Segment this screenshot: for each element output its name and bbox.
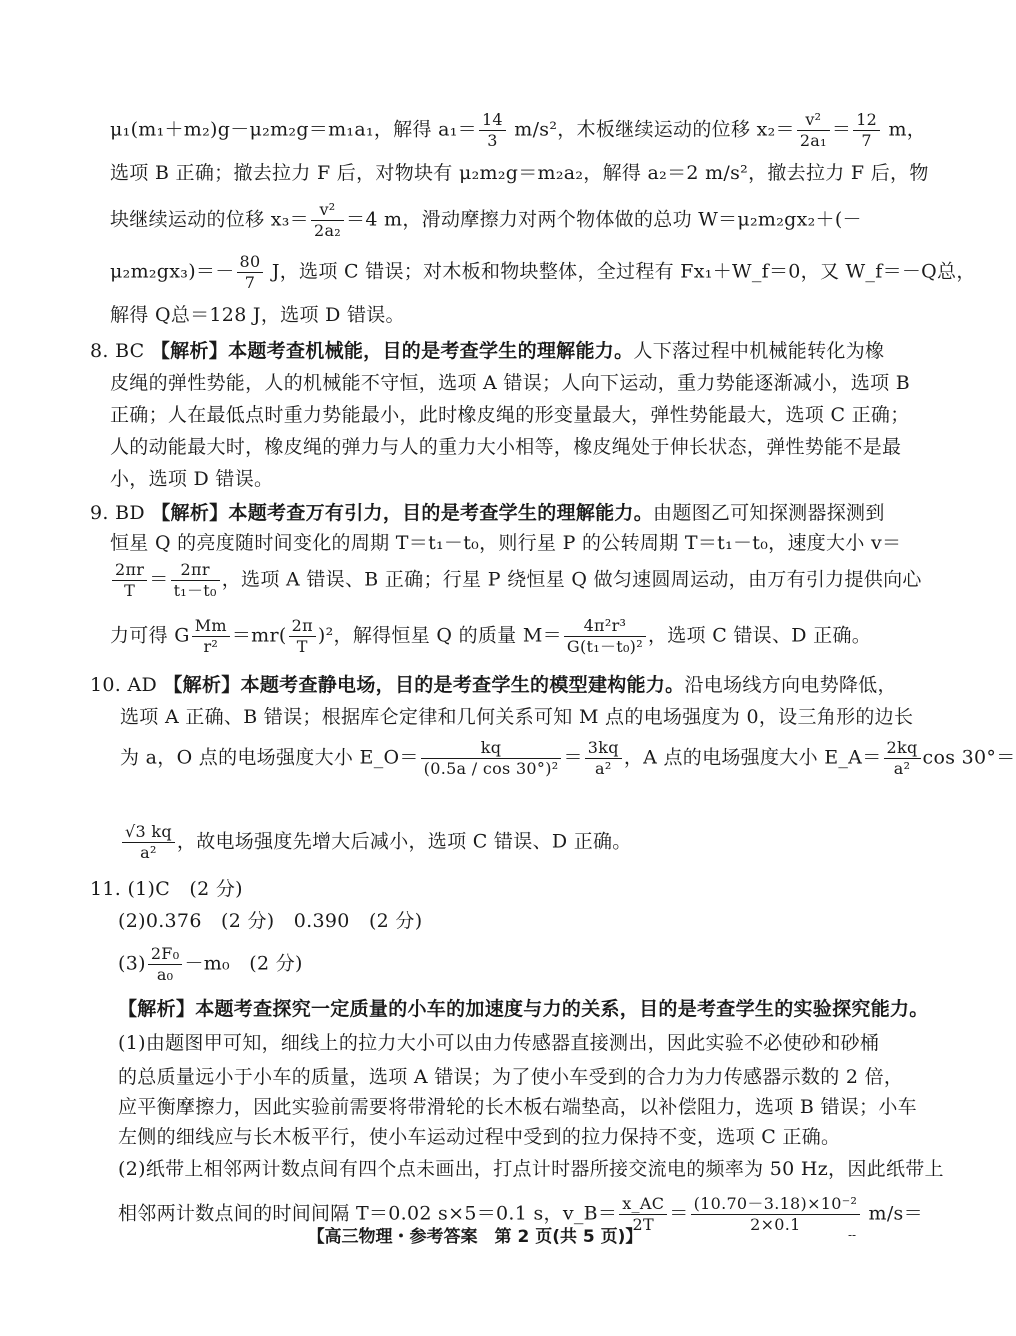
fraction: $\frac{\text{2F₀}}{\text{a₀}}$ bbox=[148, 944, 183, 985]
line-p8d: 人的动能最大时，橡皮绳的弹力与人的重力大小相等，橡皮绳处于伸长状态，弹性势能不是最 bbox=[110, 436, 902, 458]
analysis-label: 【解析】本题考查静电场，目的是考查学生的模型建构能力。 bbox=[163, 674, 685, 696]
fraction: $\frac{3kq}{\text{a²}}$ bbox=[585, 738, 622, 779]
page-footer: 【高三物理・参考答案 第 2 页(共 5 页)】 bbox=[307, 1227, 643, 1247]
line-p8b: 皮绳的弹性势能，人的机械能不守恒，选项 A 错误；人向下运动，重力势能逐渐减小，选项 B bbox=[110, 372, 911, 394]
line-p8e: 小，选项 D 错误。 bbox=[110, 468, 274, 490]
analysis-label: 【解析】本题考查机械能，目的是考查学生的理解能力。 bbox=[150, 340, 634, 362]
fraction: $\frac{2\pi r}{\text{t₁－t₀}}$ bbox=[171, 560, 220, 601]
fraction: $\frac{2\pi r}{T}$ bbox=[112, 560, 147, 601]
line-p10a: 10. AD 【解析】本题考查静电场，目的是考查学生的模型建构能力。沿电场线方向电势降低， bbox=[90, 674, 897, 696]
line-p11d bbox=[118, 996, 929, 1022]
line-p11e: (1)由题图甲可知，细线上的拉力大小可以由力传感器直接测出，因此实验不必使砂和砂桶 bbox=[118, 1032, 880, 1054]
analysis-label: 【解析】本题考查万有引力，目的是考查学生的理解能力。 bbox=[151, 502, 654, 524]
question-number: 8. BC bbox=[90, 340, 145, 362]
fraction: $\frac{kq}{\text{(0.5a / cos 30°)²}}$ bbox=[421, 738, 562, 779]
line-p9c: $\frac{2\pi r}{T}$ ＝ $\frac{2\pi r}{\text{t₁－t₀}}$ ，选项 A 错误、B 正确；行星 P 绕恒星 Q 做匀速圆周运动，由万有引力提供向心 bbox=[110, 560, 922, 601]
line-p8a: 8. BC 【解析】本题考查机械能，目的是考查学生的理解能力。人下落过程中机械能转化为橡 bbox=[90, 340, 885, 362]
line-p10d: $\frac{√3 kq}{\text{a²}}$ ，故电场强度先增大后减小，选项 C 错误、D 正确。 bbox=[120, 822, 632, 863]
fraction: $\frac{\text{v²}}{\text{2a₂}}$ bbox=[311, 200, 344, 241]
line-p8c: 正确；人在最低点时重力势能最小，此时橡皮绳的形变量最大，弹性势能最大，选项 C 正确； bbox=[110, 404, 910, 426]
fraction: $\frac{√3 kq}{\text{a²}}$ bbox=[122, 822, 175, 863]
fraction: $\frac{\text{(10.70－3.18)×10⁻²}}{2\times 0.1}$ bbox=[691, 1194, 861, 1235]
line-p9d: 力可得 G $\frac{Mm}{\text{r²}}$ ＝mr( $\frac{2\pi}{T}$ )²，解得恒星 Q 的质量 M＝ $\frac{\text{4π²r³}}{\text{G(t₁－t₀)²}}$ ，选项 C 错误、D 正确。 bbox=[110, 616, 872, 656]
line-p10c: 为 a，O 点的电场强度大小 E_O＝ $\frac{kq}{\text{(0.5a / cos 30°)²}}$ ＝ $\frac{3kq}{\text{a²}}$ ，A 点的电场强度大小 E_A＝ $\frac{2kq}{\text{a²}}$ cos 30°＝ bbox=[120, 738, 1016, 778]
line-p11g: 应平衡摩擦力，因此实验前需要将带滑轮的长木板右端垫高，以补偿阻力，选项 B 错误；小车 bbox=[118, 1096, 917, 1118]
line-p10b: 选项 A 正确、B 错误；根据库仑定律和几何关系可知 M 点的电场强度为 0，设三角形的边长 bbox=[120, 706, 914, 728]
line-p11a: 11. (1)C (2 分) bbox=[90, 878, 243, 900]
fraction: $\frac{2\pi}{T}$ bbox=[289, 616, 316, 657]
line-p11b: (2)0.376 (2 分) 0.390 (2 分) bbox=[118, 910, 423, 932]
line-p11f: 的总质量远小于小车的质量，选项 A 错误；为了使小车受到的合力为力传感器示数的 2 倍， bbox=[118, 1066, 904, 1088]
line-p11i: (2)纸带上相邻两计数点间有四个点未画出，打点计时器所接交流电的频率为 50 Hz，因此纸带上 bbox=[118, 1158, 944, 1180]
line-p11c: (3) $\frac{\text{2F₀}}{\text{a₀}}$ －m₀ (2 分) bbox=[118, 944, 303, 984]
line-p9a: 9. BD 【解析】本题考查万有引力，目的是考查学生的理解能力。由题图乙可知探测器探测到 bbox=[90, 502, 885, 524]
fraction: $\frac{\text{4π²r³}}{\text{G(t₁－t₀)²}}$ bbox=[564, 616, 646, 657]
line-p9b: 恒星 Q 的亮度随时间变化的周期 T＝t₁－t₀，则行星 P 的公转周期 T＝t₁－t₀，速度大小 v＝ bbox=[110, 532, 902, 554]
fraction: $\frac{12}{7}$ bbox=[853, 110, 880, 151]
corner-mark: -- bbox=[848, 1228, 857, 1242]
fraction: $\frac{x\_AC}{2T}$ bbox=[619, 1194, 667, 1235]
line-p7c: 块继续运动的位移 x₃＝ $\frac{\text{v²}}{\text{2a₂}}$ ＝4 m，滑动摩擦力对两个物体做的总功 W＝μ₂m₂gx₂＋(－ bbox=[110, 200, 862, 240]
fraction: $\frac{80}{7}$ bbox=[237, 252, 264, 293]
line-p7e: 解得 Q总＝128 J，选项 D 错误。 bbox=[110, 304, 405, 326]
line-p11h: 左侧的细线应与长木板平行，使小车运动过程中受到的拉力保持不变，选项 C 正确。 bbox=[118, 1126, 841, 1148]
line-p7a: μ₁(m₁＋m₂)g－μ₂m₂g＝m₁a₁，解得 a₁＝ $\frac{14}{3}$ m/s²，木板继续运动的位移 x₂＝ $\frac{\text{v²}}{\text{2a₁}}$ ＝ $\frac{12}{7}$ m， bbox=[110, 110, 927, 150]
line-p7d: μ₂m₂gx₃)＝－ $\frac{80}{7}$ J，选项 C 错误；对木板和物块整体，全过程有 Fx₁＋W_f＝0，又 W_f＝－Q总， bbox=[110, 252, 976, 292]
fraction: $\frac{2kq}{\text{a²}}$ bbox=[884, 738, 921, 779]
question-number: 10. AD bbox=[90, 674, 158, 696]
analysis-label: 【解析】本题考查探究一定质量的小车的加速度与力的关系，目的是考查学生的实验探究能力。 bbox=[118, 998, 929, 1020]
fraction: $\frac{\text{v²}}{\text{2a₁}}$ bbox=[797, 110, 830, 151]
fraction: $\frac{14}{3}$ bbox=[479, 110, 506, 151]
fraction: $\frac{Mm}{\text{r²}}$ bbox=[192, 616, 230, 657]
question-number: 9. BD bbox=[90, 502, 145, 524]
line-p11j: 相邻两计数点间的时间间隔 T＝0.02 s×5＝0.1 s，v_B＝ $\frac{x\_AC}{2T}$ ＝ $\frac{\text{(10.70－3.18)×10⁻²}}{2\times 0.1}$ m/s＝ bbox=[118, 1194, 923, 1234]
line-p7b: 选项 B 正确；撤去拉力 F 后，对物块有 μ₂m₂g＝m₂a₂，解得 a₂＝2 m/s²，撤去拉力 F 后，物 bbox=[110, 162, 929, 184]
